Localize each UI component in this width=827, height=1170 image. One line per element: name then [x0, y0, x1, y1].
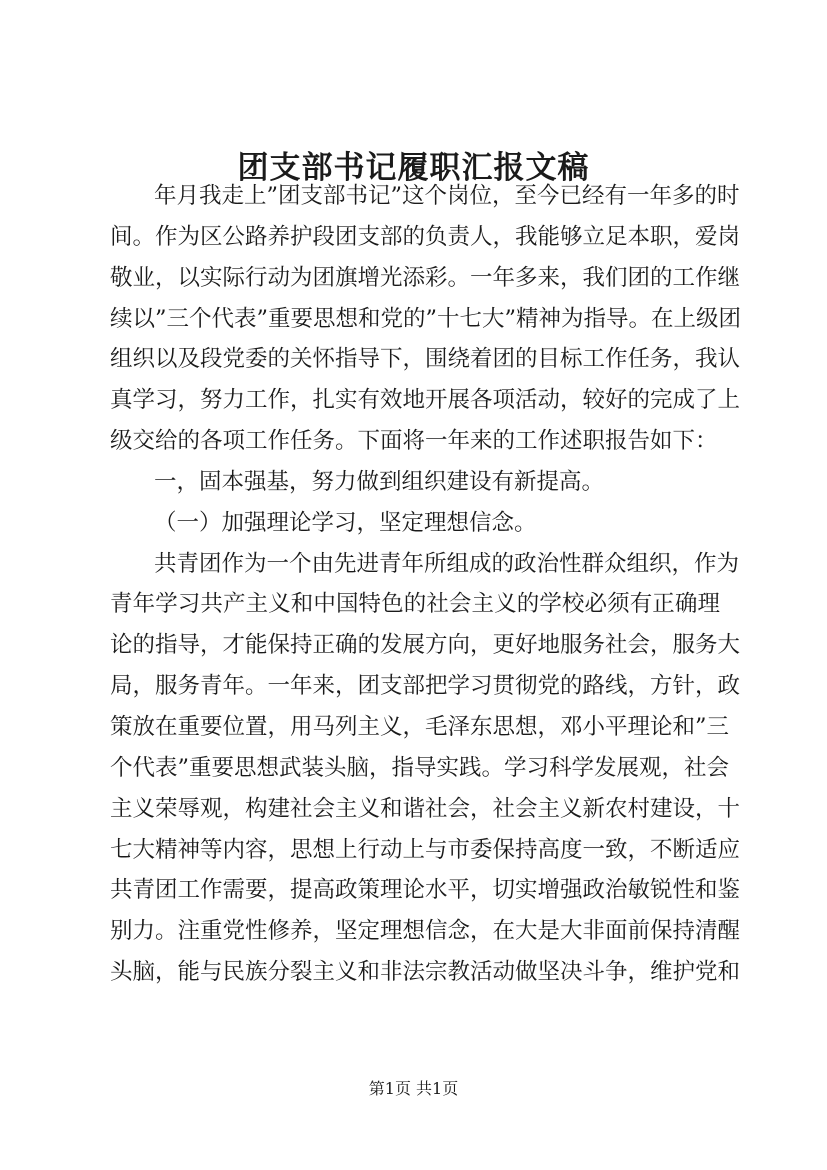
paragraph-line: 头脑，能与民族分裂主义和非法宗教活动做坚决斗争，维护党和 [110, 959, 741, 986]
paragraph-line: 共青团作为一个由先进青年所组成的政治性群众组织，作为 [154, 550, 740, 577]
section-heading: 一，固本强基，努力做到组织建设有新提高。 [154, 468, 605, 495]
paragraph-line: 个代表”重要思想武装头脑，指导实践。学习科学发展观，社会 [110, 754, 730, 781]
paragraph-line: 续以”三个代表”重要思想和党的”十七大”精神为指导。在上级团 [110, 305, 742, 332]
paragraph-line: 组织以及段党委的关怀指导下，围绕着团的目标工作任务，我认 [110, 346, 741, 373]
paragraph-line: 策放在重要位置，用马列主义，毛泽东思想，邓小平理论和”三 [110, 713, 730, 740]
paragraph-line: 七大精神等内容，思想上行动上与市委保持高度一致，不断适应 [110, 836, 741, 863]
page-footer: 第1页 共1页 [368, 1079, 459, 1098]
paragraph-line: 间。作为区公路养护段团支部的负责人，我能够立足本职，爱岗 [110, 223, 741, 250]
paragraph-line: 真学习，努力工作，扎实有效地开展各项活动，较好的完成了上 [110, 387, 741, 414]
paragraph-line: 论的指导，才能保持正确的发展方向，更好地服务社会，服务大 [110, 632, 741, 659]
paragraph-line: 级交给的各项工作任务。下面将一年来的工作述职报告如下： [110, 428, 718, 455]
paragraph-line: 共青团工作需要，提高政策理论水平，切实增强政治敏锐性和鉴 [110, 877, 741, 904]
paragraph-line: 青年学习共产主义和中国特色的社会主义的学校必须有正确理 [110, 591, 720, 618]
paragraph-line: 局，服务青年。一年来，团支部把学习贯彻党的路线，方针，政 [110, 673, 741, 700]
paragraph-line: 敬业，以实际行动为团旗增光添彩。一年多来，我们团的工作继 [110, 264, 741, 291]
document-title: 团支部书记履职汇报文稿 [237, 150, 590, 186]
paragraph-line: 别力。注重党性修养，坚定理想信念，在大是大非面前保持清醒 [110, 918, 741, 945]
paragraph-line: 年月我走上”团支部书记”这个岗位，至今已经有一年多的时 [154, 183, 740, 209]
paragraph-line: 主义荣辱观，构建社会主义和谐社会，社会主义新农村建设，十 [110, 795, 741, 822]
document-body [110, 176, 742, 993]
subsection-heading: （一）加强理论学习，坚定理想信念。 [154, 509, 537, 536]
